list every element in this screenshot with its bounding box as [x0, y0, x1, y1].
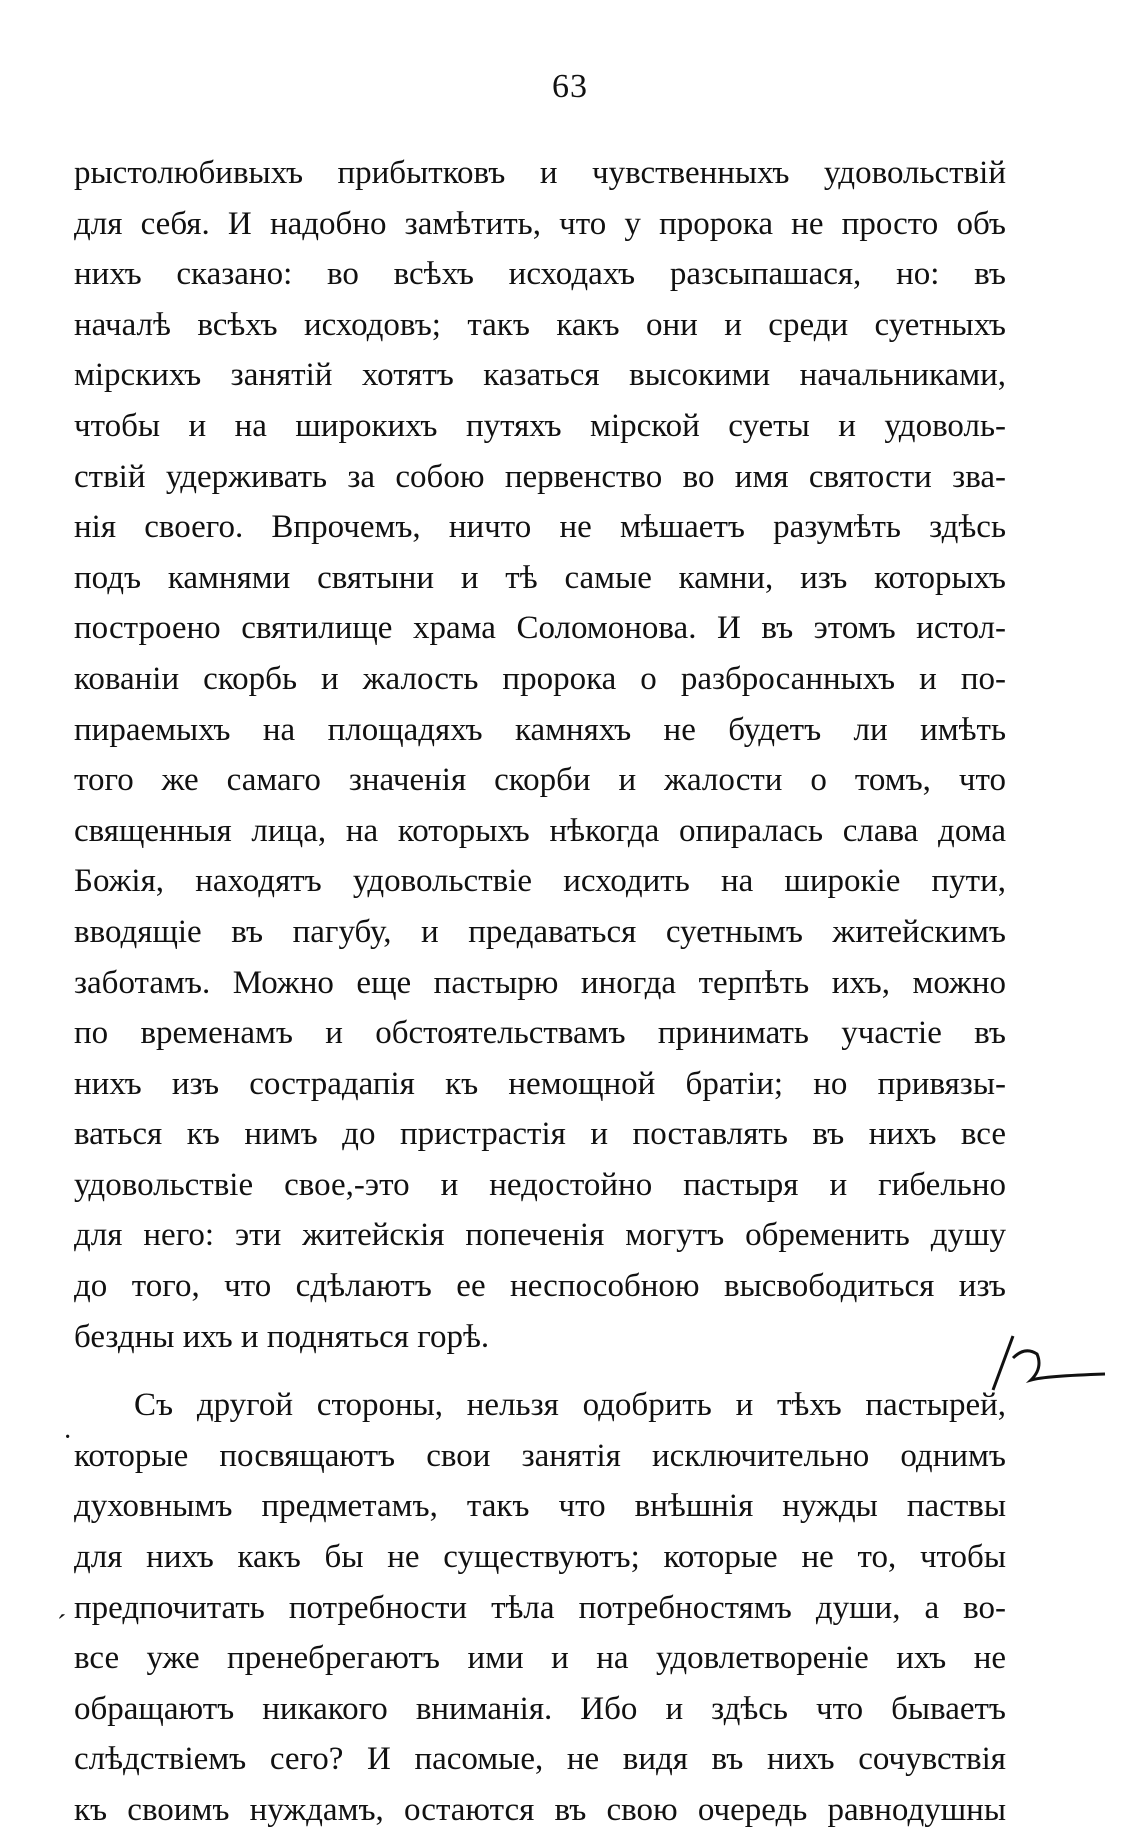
text-line: заботамъ. Можно еще пастырю иногда терпѣть ихъ, можно	[74, 964, 1006, 1001]
handwritten-margin-mark	[985, 1328, 1125, 1398]
text-line: по временамъ и обстоятельствамъ принимать участіе въ	[74, 1015, 1006, 1052]
text-line: того же самаго значенія скорби и жалости о томъ, что	[74, 762, 1006, 799]
text-line: Божія, находятъ удовольствіе исходить на широкіе пути,	[74, 863, 1006, 900]
body-text	[74, 148, 1006, 1836]
text-line: слѣдствіемъ сего? И пасомые, не видя въ нихъ сочувствія	[74, 1741, 1006, 1778]
text-line: которые посвящаютъ свои занятія исключительно однимъ	[74, 1437, 1006, 1474]
text-line: рыстолюбивыхъ прибытковъ и чувственныхъ удовольствій	[74, 155, 1006, 191]
text-line: началѣ всѣхъ исходовъ; такъ какъ они и среди суетныхъ	[74, 306, 1006, 343]
text-line: нихъ сказано: во всѣхъ исходахъ разсыпашася, но: въ	[74, 256, 1006, 293]
text-line: Съ другой стороны, нельзя одобрить и тѣхъ пастырей,	[134, 1387, 1006, 1424]
text-line: пираемыхъ на площадяхъ камняхъ не будетъ ли имѣть	[74, 711, 1006, 748]
text-line: до того, что сдѣлаютъ ее неспособною высвободиться изъ	[74, 1268, 1006, 1305]
text-line: для себя. И надобно замѣтить, что у пророка не просто объ	[74, 205, 1006, 242]
text-line: все уже пренебрегаютъ ими и на удовлетвореніе ихъ не	[74, 1640, 1006, 1677]
text-line: вводящіе въ пагубу, и предаваться суетнымъ житейскимъ	[74, 913, 1006, 950]
text-line: духовнымъ предметамъ, такъ что внѣшнія нужды паствы	[74, 1488, 1006, 1525]
text-line: мірскихъ занятій хотятъ казаться высокими начальниками,	[74, 357, 1006, 394]
text-line: для него: эти житейскія попеченія могутъ обременить душу	[74, 1217, 1006, 1254]
text-line: священныя лица, на которыхъ нѣкогда опиралась слава дома	[74, 812, 1006, 849]
text-line: ваться къ нимъ до пристрастія и поставлять въ нихъ все	[74, 1116, 1006, 1153]
text-line: нія своего. Впрочемъ, ничто не мѣшаетъ разумѣть здѣсь	[74, 509, 1006, 546]
margin-dot: ·	[63, 1422, 73, 1453]
page-number: 63	[552, 68, 588, 105]
text-line: нихъ изъ сострадапія къ немощной братіи; но привязы-	[74, 1065, 1006, 1102]
paragraph-gap	[74, 1362, 1006, 1380]
text-line: удовольствіе свое,-это и недостойно пастыря и гибельно	[74, 1166, 1006, 1203]
text-line: бездны ихъ и подняться горѣ.	[74, 1318, 490, 1355]
text-line: къ своимъ нуждамъ, остаются въ свою очередь равнодушны	[74, 1792, 1006, 1828]
text-line: обращаютъ никакого вниманія. Ибо и здѣсь что бываетъ	[74, 1690, 1006, 1727]
text-line: чтобы и на широкихъ путяхъ мірской суеты и удоволь-	[74, 407, 1006, 444]
text-line: ствій удерживать за собою первенство во имя святости зва-	[74, 458, 1006, 495]
text-line: кованіи скорбь и жалость пророка о разбросанныхъ и по-	[74, 660, 1006, 697]
text-line: для нихъ какъ бы не существуютъ; которые не то, чтобы	[74, 1539, 1006, 1576]
margin-tick: ˊ	[57, 1610, 67, 1641]
text-line: подъ камнями святыни и тѣ самые камни, изъ которыхъ	[74, 559, 1006, 596]
text-line: построено святилище храма Соломонова. И въ этомъ истол-	[74, 610, 1006, 647]
text-line: предпочитать потребности тѣла потребностямъ души, а во-	[74, 1589, 1006, 1626]
